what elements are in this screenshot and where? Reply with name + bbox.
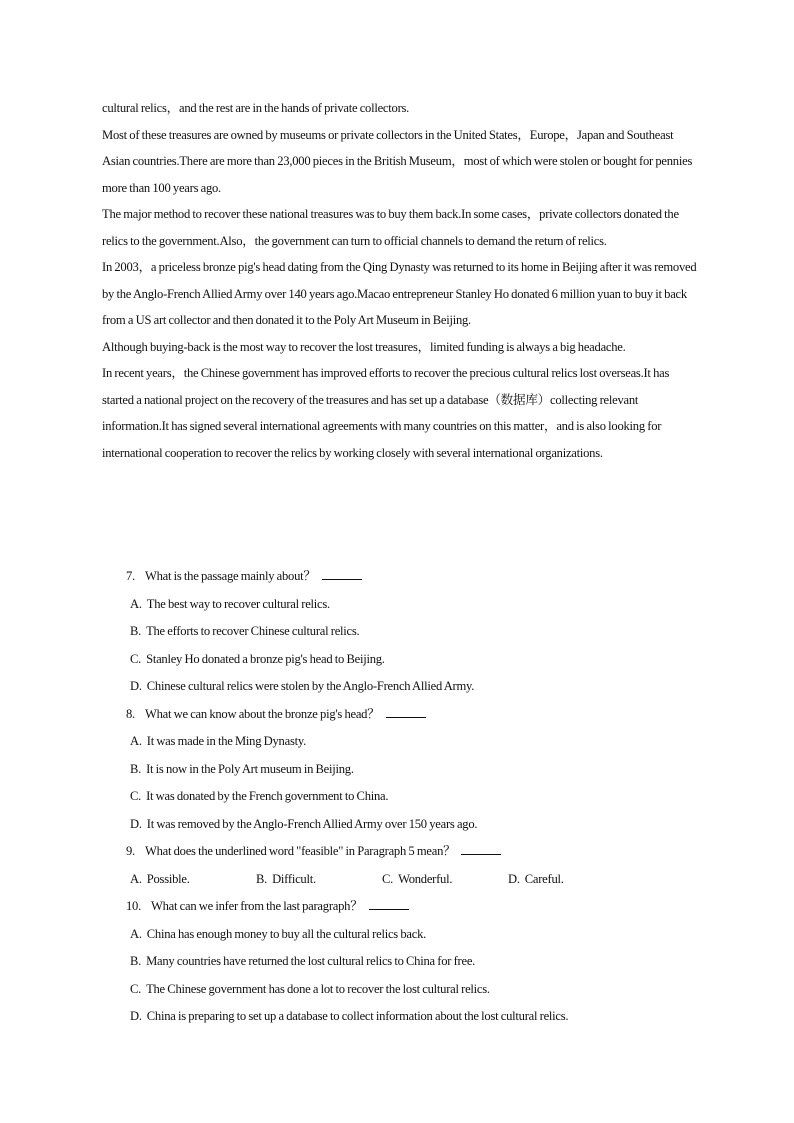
question-text: What can we infer from the last paragraph？ xyxy=(151,899,363,913)
option-text: The efforts to recover Chinese cultural relics. xyxy=(146,624,360,638)
option-text: Many countries have returned the lost cultural relics to China for free. xyxy=(146,954,476,968)
passage-paragraph: In 2003，a priceless bronze pig's head dating from the Qing Dynasty was returned to its home in Beijing after it was removed by the Anglo-French Allied Army over 140 years ago.Macao entrepreneur Stanley Ho donated 6 million yuan to buy it back from a US art collector and then donated it to the Poly Art Museum in Beijing. xyxy=(102,260,697,327)
option-text: It was made in the Ming Dynasty. xyxy=(146,734,306,748)
answer-blank[interactable] xyxy=(461,842,501,855)
option-letter: A. xyxy=(130,871,142,886)
option-letter: A. xyxy=(130,596,142,611)
option-a[interactable] xyxy=(102,921,702,949)
question-number: 10. xyxy=(126,899,141,913)
question-7 xyxy=(102,563,702,701)
question-8 xyxy=(102,701,702,839)
option-text: The Chinese government has done a lot to recover the lost cultural relics. xyxy=(146,981,490,996)
question-10 xyxy=(102,893,702,1031)
passage-paragraph: cultural relics，and the rest are in the hands of private collectors. xyxy=(102,101,410,115)
question-number: 7. xyxy=(126,569,135,583)
option-text: Difficult. xyxy=(272,871,316,886)
option-text: Stanley Ho donated a bronze pig's head to Beijing. xyxy=(146,651,385,666)
option-text: It was donated by the French government to China. xyxy=(146,789,389,803)
option-a[interactable] xyxy=(102,591,702,619)
option-c[interactable] xyxy=(102,976,702,1004)
option-letter: C. xyxy=(130,981,142,996)
option-text: Careful. xyxy=(524,871,564,886)
option-row xyxy=(102,866,702,894)
option-letter: B. xyxy=(130,624,142,638)
option-d[interactable] xyxy=(102,811,702,839)
option-text: The best way to recover cultural relics. xyxy=(146,596,330,611)
option-text: Possible. xyxy=(146,871,190,886)
option-letter: C. xyxy=(130,651,142,666)
passage-paragraph: Most of these treasures are owned by museums or private collectors in the United States，Europe，Japan and Southeast Asian countries.There are more than 23,000 pieces in the British Museum，most of which were stolen or bought for pennies more than 100 years ago. xyxy=(102,127,693,195)
question-stem xyxy=(102,563,702,591)
question-stem xyxy=(102,701,702,729)
option-letter: D. xyxy=(130,816,142,831)
option-letter: C. xyxy=(382,871,394,886)
option-c[interactable] xyxy=(102,646,702,674)
passage-paragraph: Although buying-back is the most way to recover the lost treasures，limited funding is always a big headache. xyxy=(102,339,626,354)
answer-blank[interactable] xyxy=(322,567,362,580)
option-text: It is now in the Poly Art museum in Beijing. xyxy=(146,761,354,776)
option-text: China is preparing to set up a database to collect information about the lost cultural relics. xyxy=(146,1009,569,1023)
question-stem xyxy=(102,893,702,921)
option-letter: A. xyxy=(130,926,142,941)
option-text: Wonderful. xyxy=(398,871,453,886)
option-b[interactable] xyxy=(102,948,702,976)
option-text: Chinese cultural relics were stolen by the Anglo-French Allied Army. xyxy=(146,679,475,693)
option-letter: D. xyxy=(130,1009,142,1023)
option-b[interactable] xyxy=(102,618,702,646)
option-letter: D. xyxy=(130,679,142,693)
option-d[interactable] xyxy=(508,866,634,894)
option-text: China has enough money to buy all the cultural relics back. xyxy=(146,926,427,941)
option-c[interactable] xyxy=(382,866,508,894)
passage-paragraph: The major method to recover these national treasures was to buy them back.In some cases，private collectors donated the relics to the government.Also，the government can turn to official channels to demand the return of relics. xyxy=(102,207,679,248)
option-letter: B. xyxy=(256,871,268,886)
option-letter: B. xyxy=(130,761,142,776)
option-letter: C. xyxy=(130,789,142,803)
option-b[interactable] xyxy=(256,866,382,894)
option-a[interactable] xyxy=(102,728,702,756)
option-d[interactable] xyxy=(102,673,702,701)
option-d[interactable] xyxy=(102,1003,702,1031)
reading-passage xyxy=(102,95,702,466)
question-stem xyxy=(102,838,702,866)
question-9 xyxy=(102,838,702,893)
question-text: What we can know about the bronze pig's head？ xyxy=(144,706,380,721)
option-a[interactable] xyxy=(130,866,256,894)
option-b[interactable] xyxy=(102,756,702,784)
option-c[interactable] xyxy=(102,783,702,811)
answer-blank[interactable] xyxy=(369,897,409,910)
option-letter: A. xyxy=(130,734,142,748)
question-number: 8. xyxy=(126,706,135,721)
passage-paragraph: In recent years，the Chinese government has improved efforts to recover the precious cultural relics lost overseas.It has started a national project on the recovery of the treasures and has set up a database（数据库）collecting relevant information.It has signed several international agreements with many countries on this matter，and is also looking for international cooperation to recover the relics by working closely with several international organizations. xyxy=(102,366,670,460)
question-number: 9. xyxy=(126,844,135,858)
question-text: What is the passage mainly about？ xyxy=(144,569,316,583)
option-text: It was removed by the Anglo-French Allied Army over 150 years ago. xyxy=(146,816,478,831)
answer-blank[interactable] xyxy=(386,705,426,718)
option-letter: B. xyxy=(130,954,142,968)
question-list xyxy=(102,563,702,1031)
question-text: What does the underlined word "feasible" in Paragraph 5 mean？ xyxy=(144,844,456,858)
option-letter: D. xyxy=(508,871,520,886)
